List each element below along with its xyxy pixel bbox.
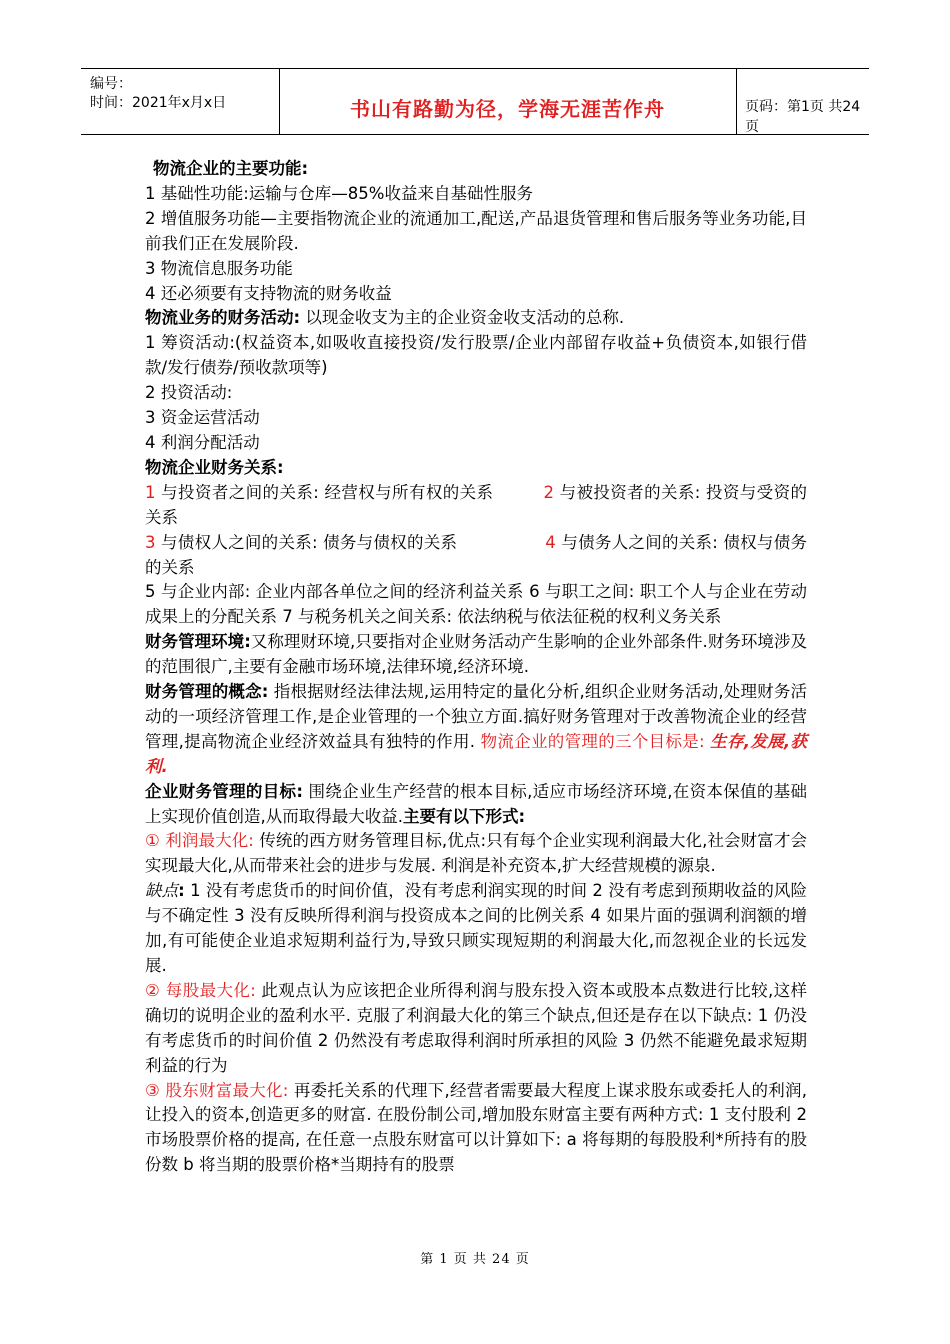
activity-1: 1 筹资活动:(权益资本,如吸收直接投资/发行股票/企业内部留存收益+负债资本,如银行借款/发行债券/预收款项等): [145, 333, 807, 378]
function-1: 1 基础性功能:运输与仓库—85%收益来自基础性服务: [145, 183, 533, 203]
header-page-info: 页码：第1页 共24页: [745, 99, 861, 135]
activity-4: 4 利润分配活动: [145, 432, 260, 452]
page-footer: 第 1 页 共 24 页: [420, 1252, 530, 1267]
heading-financial-relations: 物流企业财务关系:: [145, 457, 284, 477]
heading-goals: 企业财务管理的目标:: [145, 781, 303, 801]
relations-1-2: 1 与投资者之间的关系: 经营权与所有权的关系 2 与被投资者的关系: 投资与受资的关系: [145, 482, 807, 527]
function-3: 3 物流信息服务功能: [145, 258, 293, 278]
header-page-cell: [736, 69, 869, 134]
heading-main-functions: 物流企业的主要功能:: [153, 159, 309, 178]
goals-paragraph: 企业财务管理的目标: 围绕企业生产经营的根本目标,适应市场经济环境,在资本保值的基础上实现价值创造,从而取得最大收益.主要有以下形式:: [145, 781, 807, 826]
goal-profit-max: ① 利润最大化: 传统的西方财务管理目标,优点:只有每个企业实现利润最大化,社会财富才会实现最大化,从而带来社会的进步与发展. 利润是补充资本,扩大经营规模的源泉.: [145, 831, 807, 876]
document-date: 时间：2021年x月x日: [90, 95, 227, 111]
header-meta-cell: [81, 69, 280, 134]
goal-profit-max-defects: 缺点: 1 没有考虑货币的时间价值，没有考虑利润实现的时间 2 没有考虑到预期收益的风险与不确定性 3 没有反映所得利润与投资成本之间的比例关系 4 如果片面的强调利润额的增加,有可能使企业追求短期利益行为,导致只顾实现短期的利润最大化,而忽视企业的长远发展.: [145, 881, 808, 975]
heading-concept: 财务管理的概念:: [145, 682, 269, 702]
heading-financial-activities: 物流业务的财务活动:: [145, 308, 301, 328]
header-motto: 书山有路勤为径，学海无涯苦作舟: [350, 97, 665, 121]
heading-environment: 财务管理环境:: [145, 632, 251, 652]
environment-paragraph: 财务管理环境:又称理财环境,只要指对企业财务活动产生影响的企业外部条件.财务环境涉及的范围很广,主要有金融市场环境,法律环境,经济环境.: [145, 632, 807, 677]
goal-shareholder-wealth: ③ 股东财富最大化: 再委托关系的代理下,经营者需要最大程度上谋求股东或委托人的利润,让投入的资本,创造更多的财富. 在股份制公司,增加股东财富主要有两种方式: 1 支付股利 2 市场股票价格的提高, 在任意一点股东财富可以计算如下: a 将每期的每股股利*所持有的股份数 b 将当期的股票价格*当期持有的股票: [145, 1080, 807, 1175]
activity-3: 3 资金运营活动: [145, 408, 260, 428]
relations-3-4: 3 与债权人之间的关系: 债务与债权的关系 4 与债务人之间的关系: 债权与债务的关系: [145, 532, 807, 577]
concept-paragraph: 财务管理的概念: 指根据财经法律法规,运用特定的量化分析,组织企业财务活动,处理财务活动的一项经济管理工作,是企业管理的一个独立方面.搞好财务管理对于改善物流企业的经营管理,提高物流企业经济效益具有独特的作用. 物流企业的管理的三个目标是: 生存,发展,获利.: [145, 682, 807, 776]
header-motto-cell: [279, 69, 737, 134]
goal-eps-max: ② 每股最大化: 此观点认为应该把企业所得利润与股东投入资本或股本点数进行比较,这样确切的说明企业的盈利水平. 克服了利润最大化的第三个缺点,但还是存在以下缺点: 1 仍没有考虑货币的时间价值 2 仍然没有考虑取得利润时所承担的风险 3 仍然不能避免最求短期利益的行为: [145, 980, 807, 1075]
function-2: 2 增值服务功能—主要指物流企业的流通加工,配送,产品退货管理和售后服务等业务功能,目前我们正在发展阶段.: [145, 208, 807, 253]
document-body: [145, 157, 807, 1178]
document-header: [81, 68, 869, 135]
document-number: 编号：: [90, 76, 132, 92]
financial-activities-paragraph: 物流业务的财务活动: 以现金收支为主的企业资金收支活动的总称.: [145, 308, 625, 328]
activity-2: 2 投资活动:: [145, 383, 233, 403]
function-4: 4 还必须要有支持物流的财务收益: [145, 283, 392, 303]
relations-5-7: 5 与企业内部: 企业内部各单位之间的经济利益关系 6 与职工之间: 职工个人与企业在劳动成果上的分配关系 7 与税务机关之间关系: 依法纳税与依法征税的权利义务关系: [145, 582, 807, 627]
